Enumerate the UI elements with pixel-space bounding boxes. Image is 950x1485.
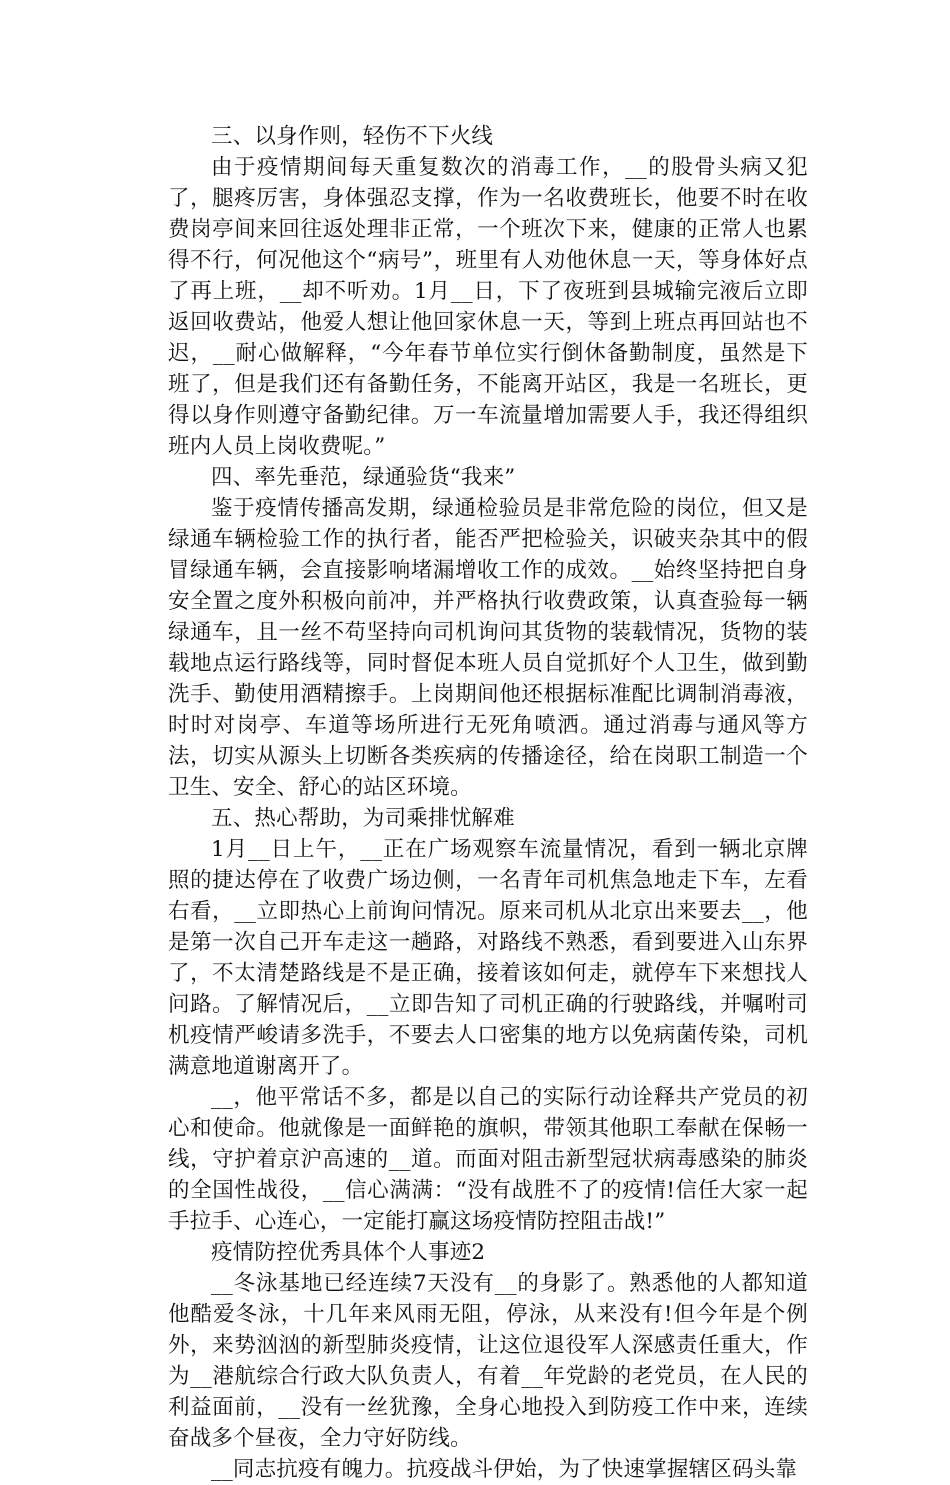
- article-title-2: 疫情防控优秀具体个人事迹2: [211, 1240, 486, 1265]
- section-heading-3: 三、以身作则，轻伤不下火线: [211, 124, 494, 149]
- section-heading-4: 四、率先垂范，绿通验货“我来”: [211, 465, 516, 490]
- body-paragraph: __冬泳基地已经连续7天没有__的身影了。熟悉他的人都知道他酷爱冬泳，十几年来风雨无阻，停泳，从来没有!但今年是个例外，来势汹汹的新型肺炎疫情，让这位退役军人深感责任重大，作为__港航综合行政大队负责人，有着__年党龄的老党员，在人民的利益面前，__没有一丝犹豫，全身心地投入到防疫工作中来，连续奋战多个昼夜，全力守好防线。: [168, 1271, 808, 1451]
- body-paragraph: 鉴于疫情传播高发期，绿通检验员是非常危险的岗位，但又是绿通车辆检验工作的执行者，能否严把检验关，识破夹杂其中的假冒绿通车辆，会直接影响堵漏增收工作的成效。__始终坚持把自身安全置之度外积极向前冲，并严格执行收费政策，认真查验每一辆绿通车，且一丝不苟坚持向司机询问其货物的装载情况，货物的装载地点运行路线等，同时督促本班人员自觉抓好个人卫生，做到勤洗手、勤使用酒精擦手。上岗期间他还根据标准配比调制消毒液，时时对岗亭、车道等场所进行无死角喷洒。通过消毒与通风等方法，切实从源头上切断各类疾病的传播途径，给在岗职工制造一个卫生、安全、舒心的站区环境。: [168, 496, 808, 800]
- body-paragraph: __，他平常话不多，都是以自己的实际行动诠释共产党员的初心和使命。他就像是一面鲜艳的旗帜，带领其他职工奉献在保畅一线，守护着京沪高速的__道。而面对阻击新型冠状病毒感染的肺炎的全国性战役，__信心满满：“没有战胜不了的疫情!信任大家一起手拉手、心连心，一定能打赢这场疫情防控阻击战!”: [168, 1085, 808, 1234]
- body-paragraph: __同志抗疫有魄力。抗疫战斗伊始，为了快速掌握辖区码头靠: [211, 1457, 798, 1482]
- document-body: [168, 121, 808, 1485]
- body-paragraph: 由于疫情期间每天重复数次的消毒工作，__的股骨头病又犯了，腿疼厉害，身体强忍支撑，作为一名收费班长，他要不时在收费岗亭间来回往返处理非正常，一个班次下来，健康的正常人也累得不行，何况他这个“病号”，班里有人劝他休息一天，等身体好点了再上班，__却不听劝。1月__日，下了夜班到县城输完液后立即返回收费站，他爱人想让他回家休息一天，等到上班点再回站也不迟，__耐心做解释，“今年春节单位实行倒休备勤制度，虽然是下班了，但是我们还有备勤任务，不能离开站区，我是一名班长，更得以身作则遵守备勤纪律。万一车流量增加需要人手，我还得组织班内人员上岗收费呢。”: [168, 155, 808, 459]
- section-heading-5: 五、热心帮助，为司乘排忧解难: [211, 806, 515, 831]
- body-paragraph: 1月__日上午，__正在广场观察车流量情况，看到一辆北京牌照的捷达停在了收费广场边侧，一名青年司机焦急地走下车，左看右看，__立即热心上前询问情况。原来司机从北京出来要去__，他是第一次自己开车走这一趟路，对路线不熟悉，看到要进入山东界了，不太清楚路线是不是正确，接着该如何走，就停车下来想找人问路。了解情况后，__立即告知了司机正确的行驶路线，并嘱咐司机疫情严峻请多洗手，不要去人口密集的地方以免病菌传染，司机满意地道谢离开了。: [168, 837, 808, 1079]
